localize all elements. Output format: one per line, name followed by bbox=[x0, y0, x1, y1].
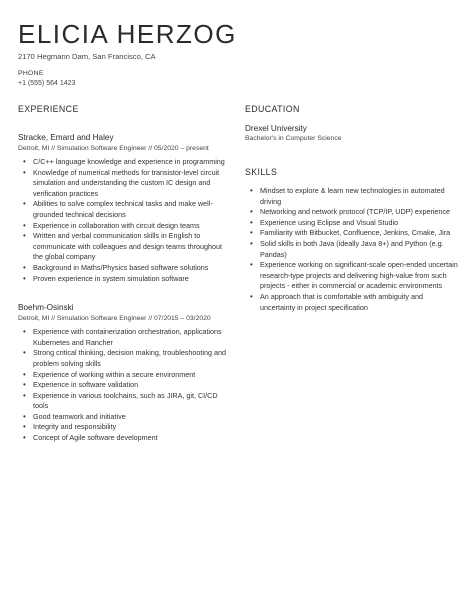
job-entry bbox=[18, 302, 233, 444]
job-meta: Detroit, MI // Simulation Software Engineer // 07/2015 – 03/2020 bbox=[18, 315, 211, 323]
job-bullets bbox=[18, 327, 233, 444]
phone-label: PHONE bbox=[18, 70, 44, 77]
skill-item: • Solid skills in both Java (ideally Java 8+) and Python (e.g. Pandas) bbox=[245, 239, 460, 260]
bullet-item: • Background in Maths/Physics based software solutions bbox=[18, 263, 233, 274]
bullet-item: • Experience in software validation bbox=[18, 380, 233, 391]
bullet-item: • Experience in collaboration with circuit design teams bbox=[18, 221, 233, 232]
bullet-item: • Written and verbal communication skills in English to communicate with colleagues and design teams throughout the global company bbox=[18, 231, 233, 263]
bullet-item: • Experience with containerization orchestration, applications Kubernetes and Rancher bbox=[18, 327, 233, 348]
company-name: Boehm-Osinski bbox=[18, 303, 74, 313]
degree: Bachelor's in Computer Science bbox=[245, 135, 342, 142]
address: 2170 Hegmann Dam, San Francisco, CA bbox=[18, 52, 156, 61]
bullet-item: • Experience of working within a secure environment bbox=[18, 370, 233, 381]
left-column bbox=[18, 104, 233, 462]
experience-heading: EXPERIENCE bbox=[18, 104, 79, 114]
skill-item: • An approach that is comfortable with ambiguity and uncertainty in project specification bbox=[245, 292, 460, 313]
candidate-name: ELICIA HERZOG bbox=[18, 19, 237, 49]
job-meta: Detroit, MI // Simulation Software Engineer // 05/2020 – present bbox=[18, 145, 209, 152]
school-name: Drexel University bbox=[245, 124, 307, 133]
education-heading: EDUCATION bbox=[245, 104, 300, 114]
bullet-item: • Concept of Agile software development bbox=[18, 433, 233, 444]
bullet-item: • C/C++ language knowledge and experience in programming bbox=[18, 157, 233, 168]
phone-number: +1 (555) 564 1423 bbox=[18, 80, 76, 87]
bullet-item: • Strong critical thinking, decision making, troubleshooting and problem solving skills bbox=[18, 348, 233, 369]
bullet-item: • Abilities to solve complex technical tasks and make well-grounded technical decisions bbox=[18, 199, 233, 220]
skill-item: • Experience using Eclipse and Visual Studio bbox=[245, 218, 460, 229]
company-name: Stracke, Emard and Haley bbox=[18, 133, 114, 142]
job-entry bbox=[18, 132, 233, 284]
skills-heading: SKILLS bbox=[245, 167, 278, 177]
skill-item: • Mindset to explore & learn new technologies in automated driving bbox=[245, 186, 460, 207]
experience-list bbox=[18, 132, 233, 444]
bullet-item: • Integrity and responsibility bbox=[18, 422, 233, 433]
bullet-item: • Proven experience in system simulation software bbox=[18, 274, 233, 285]
right-column bbox=[245, 104, 460, 313]
bullet-item: • Good teamwork and initiative bbox=[18, 412, 233, 423]
skill-item: • Networking and network protocol (TCP/IP, UDP) experience bbox=[245, 207, 460, 218]
bullet-item: • Knowledge of numerical methods for transistor-level circuit simulation and understanding the custom IC design and verification practices bbox=[18, 168, 233, 200]
skill-item: • Experience working on significant-scale open-ended uncertain research-type projects and delivering high-value from such projects - either in commercial or academic environments bbox=[245, 260, 460, 292]
job-bullets bbox=[18, 157, 233, 284]
skills-list bbox=[245, 186, 460, 313]
skill-item: • Familiarity with Bitbucket, Confluence, Jenkins, Cmake, Jira bbox=[245, 228, 460, 239]
bullet-item: • Experience in various toolchains, such as JIRA, git, CI/CD tools bbox=[18, 391, 233, 412]
